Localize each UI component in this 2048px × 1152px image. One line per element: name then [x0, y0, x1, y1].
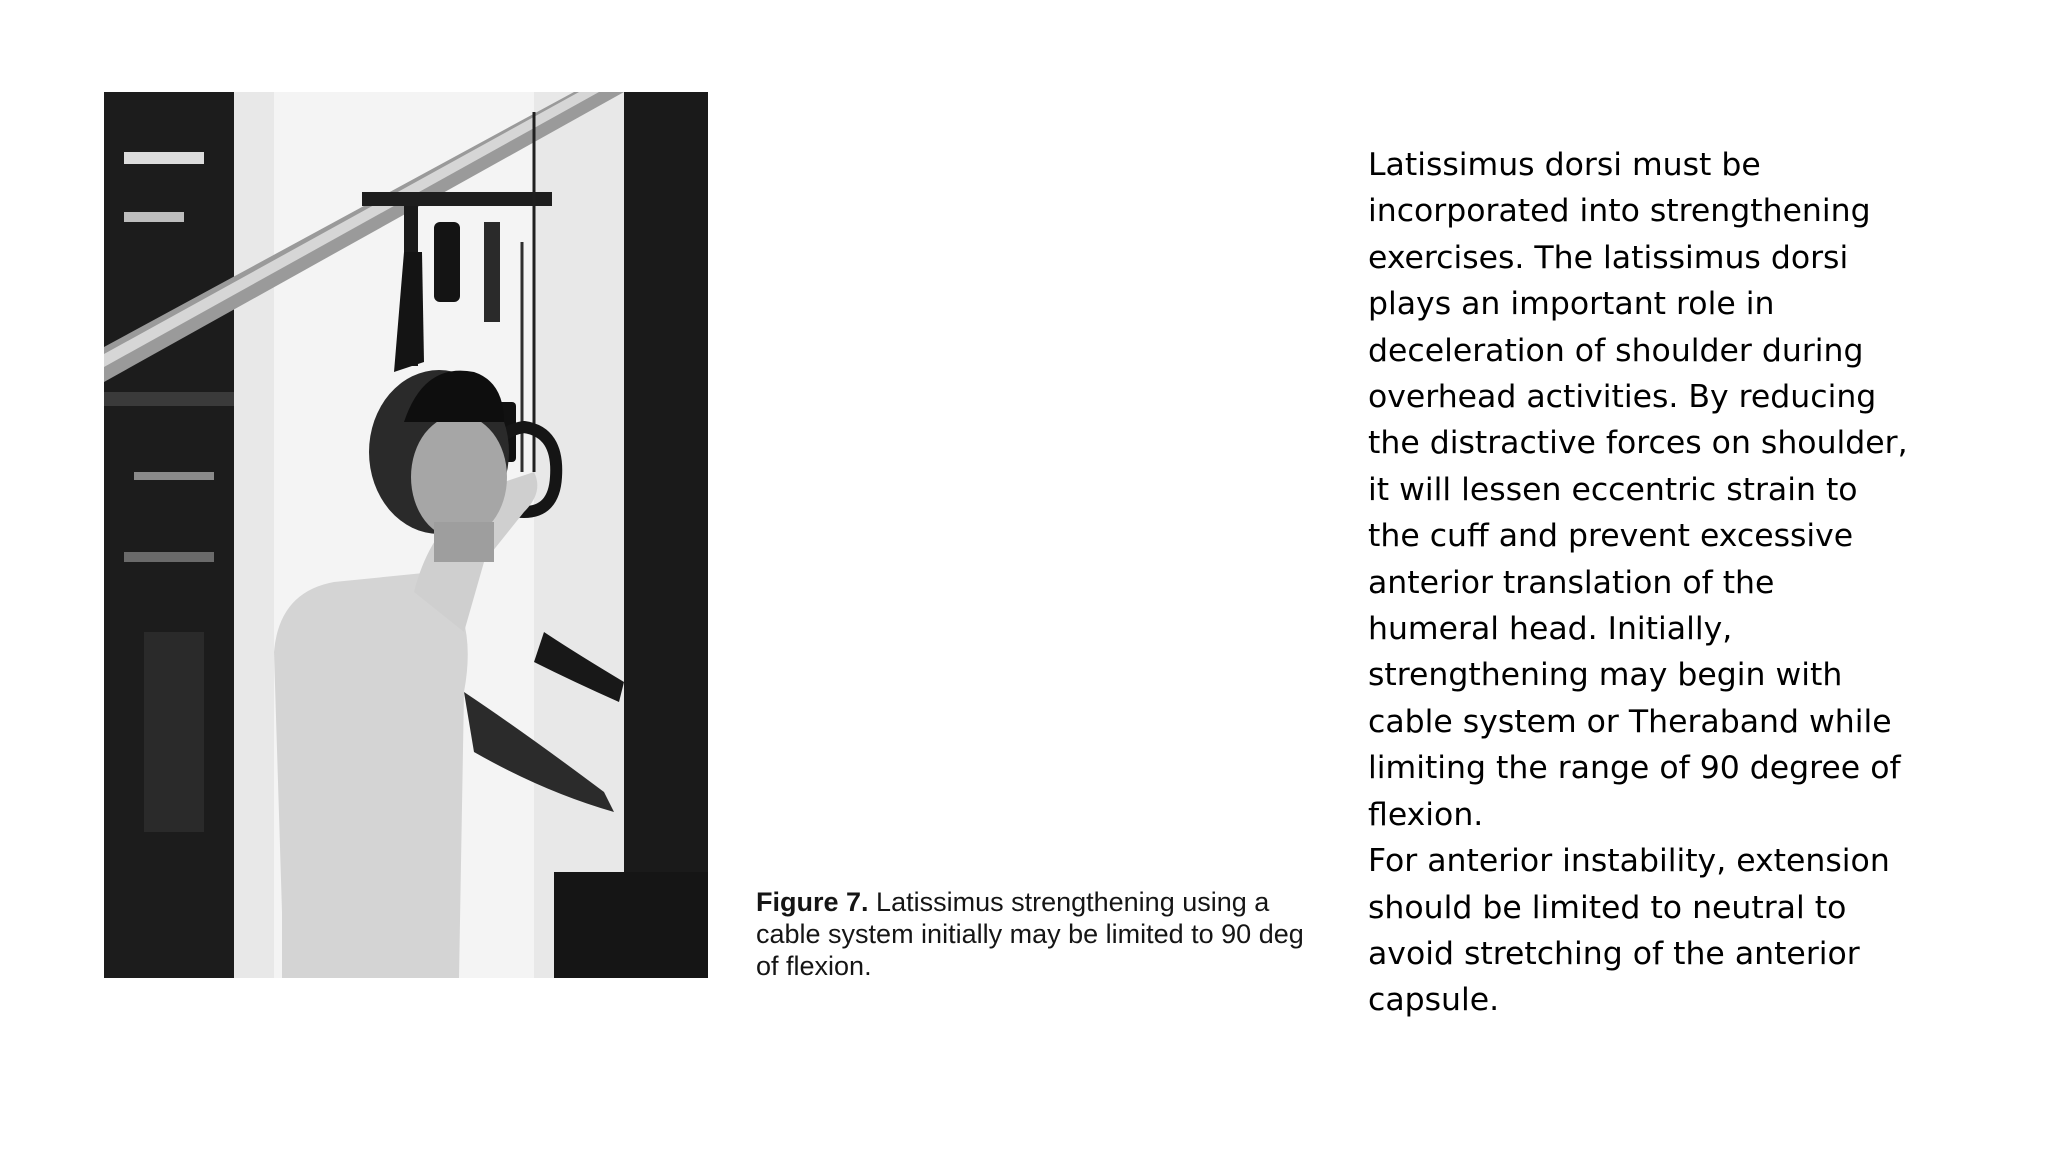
figure-photo	[104, 92, 708, 978]
paragraph-latissimus: Latissimus dorsi must be incorporated into strengthening exercises. The latissimus dorsi plays an important role in deceleration of shoulder during overhead activities. By reducing the distractive forces on shoulder, it will lessen eccentric strain to the cuff and prevent excessive anterior translation of the humeral head. Initially, strengthening may begin with cable system or Theraband while limiting the range of 90 degree of flexion.	[1368, 147, 1908, 833]
figure-caption-text: Latissimus strengthening using a cable system initially may be limited to 90 deg of flexion.	[756, 887, 1304, 981]
figure-label: Figure 7.	[756, 887, 869, 917]
photo-illustration	[104, 92, 708, 978]
figure-caption	[756, 886, 1316, 982]
body-text	[1368, 142, 1908, 1024]
paragraph-anterior-instability: For anterior instability, extension should be limited to neutral to avoid stretching of the anterior capsule.	[1368, 843, 1890, 1019]
